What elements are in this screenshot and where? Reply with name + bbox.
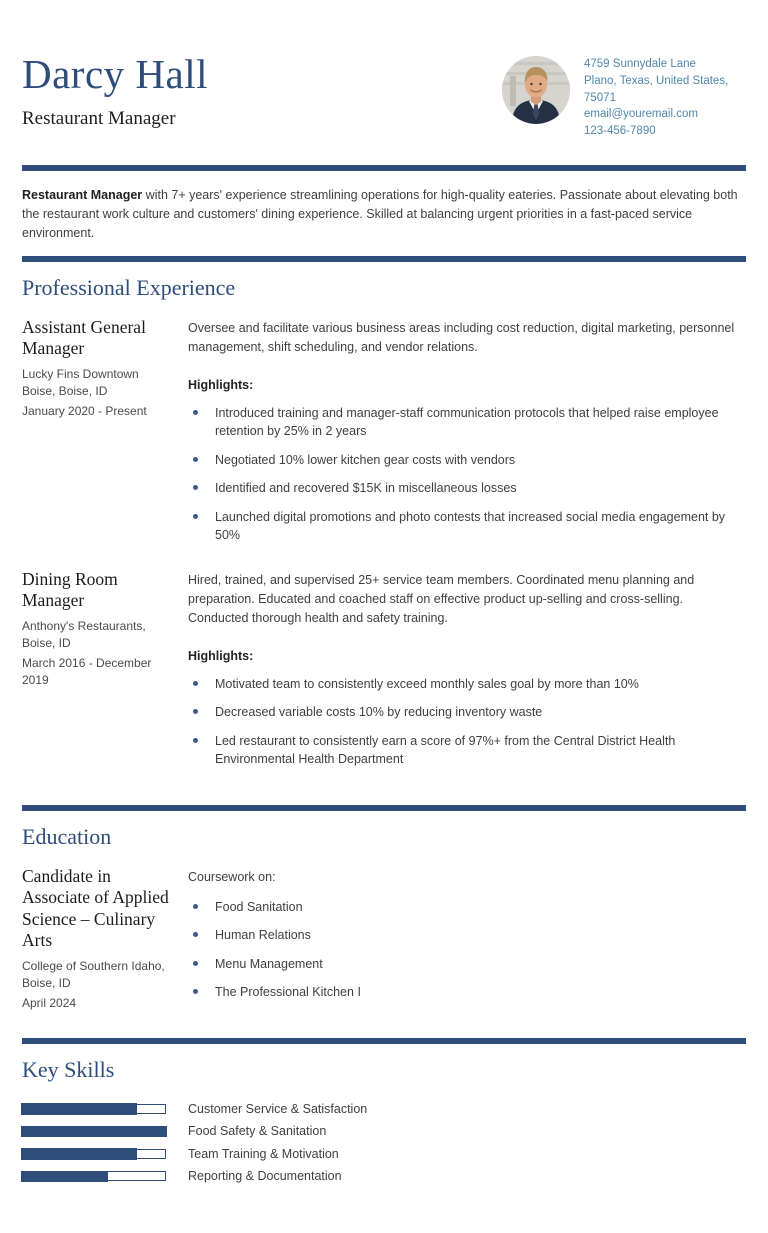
section-divider: [22, 256, 746, 262]
section-divider: [22, 1038, 746, 1044]
job-entry-right: [188, 569, 746, 779]
skill-level-fill: [21, 1126, 166, 1137]
list-item: [188, 479, 746, 498]
highlight-text: Decreased variable costs 10% by reducing inventory waste: [215, 705, 543, 720]
bullet-icon: [193, 681, 198, 686]
course-text: Human Relations: [215, 928, 311, 943]
skills-list: [22, 1103, 746, 1182]
list-item: [188, 508, 746, 545]
skill-label: Food Safety & Sanitation: [188, 1124, 327, 1139]
skill-row: [22, 1126, 746, 1137]
section-heading-education: Education: [22, 823, 112, 849]
highlights-label: Highlights:: [188, 648, 254, 663]
list-item: [188, 926, 746, 945]
contact-phone: 123-456-7890: [584, 125, 656, 138]
bullet-icon: [193, 989, 198, 994]
bullet-icon: [193, 410, 198, 415]
job-company: Lucky Fins Downtown Boise, Boise, ID: [22, 366, 139, 399]
skill-label: Reporting & Documentation: [188, 1169, 342, 1184]
coursework-list: [188, 898, 746, 1002]
bullet-icon: [193, 904, 198, 909]
list-item: [188, 983, 746, 1002]
list-item: [188, 404, 746, 441]
bullet-icon: [193, 514, 198, 519]
candidate-job-title: Restaurant Manager: [22, 108, 176, 129]
job-title: Dining Room Manager: [22, 568, 118, 611]
education-entry-right: [188, 866, 746, 1013]
bullet-icon: [193, 738, 198, 743]
job-description: Hired, trained, and supervised 25+ service team members. Coordinated menu planning and preparation. Educated and coached staff on effective product up-selling and cross-selling. Conducted thorough health and safety training.: [188, 572, 695, 625]
education-entry-left: [22, 866, 172, 1013]
list-item: [188, 955, 746, 974]
highlight-text: Motivated team to consistently exceed monthly sales goal by more than 10%: [215, 676, 639, 691]
skill-row: [22, 1103, 746, 1114]
list-item: [188, 703, 746, 722]
header: [22, 52, 746, 140]
skill-label: Customer Service & Satisfaction: [188, 1101, 368, 1116]
section-heading-skills: Key Skills: [22, 1057, 115, 1083]
list-item: [188, 732, 746, 769]
skill-level-bar: [22, 1149, 166, 1159]
job-company: Anthony's Restaurants, Boise, ID: [22, 618, 146, 651]
list-item: [188, 675, 746, 694]
job-entry-left: [22, 317, 172, 555]
skill-label: Team Training & Motivation: [188, 1146, 339, 1161]
highlights-list: [188, 675, 746, 769]
course-text: Menu Management: [215, 956, 323, 971]
bullet-icon: [193, 932, 198, 937]
summary-text: with 7+ years' experience streamlining operations for high-quality eateries. Passionate about elevating both the restaurant work culture and customers' dining experience. Skilled at balancing urgent priorities in a fast-paced service environment.: [22, 187, 738, 240]
contact-info: [584, 56, 746, 140]
highlight-text: Negotiated 10% lower kitchen gear costs with vendors: [215, 452, 516, 467]
job-title: Assistant General Manager: [22, 316, 146, 359]
job-dates: March 2016 - December 2019: [22, 655, 152, 688]
job-entry-right: [188, 317, 746, 555]
skill-level-fill: [21, 1148, 136, 1159]
highlight-text: Launched digital promotions and photo contests that increased social media engagement by 50%: [215, 509, 726, 543]
job-entry: [22, 317, 746, 555]
skill-level-bar: [22, 1104, 166, 1114]
job-description: Oversee and facilitate various business areas including cost reduction, digital marketing, personnel management, shift scheduling, and vendor relations.: [188, 320, 735, 354]
skill-row: [22, 1171, 746, 1182]
professional-summary: [22, 186, 746, 243]
skill-level-bar: [22, 1126, 166, 1136]
course-text: Food Sanitation: [215, 899, 303, 914]
graduation-date: April 2024: [22, 995, 77, 1010]
degree-title: Candidate in Associate of Applied Science – Culinary Arts: [22, 865, 169, 951]
skill-level-fill: [21, 1103, 136, 1114]
highlight-text: Led restaurant to consistently earn a score of 97%+ from the Central District Health Environmental Health Department: [215, 733, 676, 767]
contact-address-line1: 4759 Sunnydale Lane: [584, 58, 696, 70]
highlight-text: Identified and recovered $15K in miscellaneous losses: [215, 481, 517, 496]
job-entry-left: [22, 569, 172, 779]
job-dates: January 2020 - Present: [22, 403, 147, 418]
highlights-list: [188, 404, 746, 545]
profile-photo: [502, 56, 570, 124]
skill-level-fill: [21, 1171, 108, 1182]
candidate-name: Darcy Hall: [22, 51, 208, 97]
list-item: [188, 898, 746, 917]
contact-address-line2: Plano, Texas, United States,: [584, 74, 729, 87]
section-divider: [22, 805, 746, 811]
skill-row: [22, 1148, 746, 1159]
contact-email: email@youremail.com: [584, 108, 698, 121]
bullet-icon: [193, 457, 198, 462]
skill-level-bar: [22, 1171, 166, 1181]
course-text: The Professional Kitchen I: [215, 985, 361, 1000]
education-entry: [22, 866, 746, 1013]
bullet-icon: [193, 709, 198, 714]
header-contact-block: [502, 56, 746, 140]
coursework-label: Coursework on:: [188, 869, 276, 884]
bullet-icon: [193, 961, 198, 966]
bullet-icon: [193, 485, 198, 490]
job-entry: [22, 569, 746, 779]
highlight-text: Introduced training and manager-staff communication protocols that helped raise employee retention by 25% in 2 years: [215, 405, 719, 439]
section-divider: [22, 165, 746, 171]
list-item: [188, 451, 746, 470]
contact-address-line3: 75071: [584, 91, 616, 104]
school-name: College of Southern Idaho, Boise, ID: [22, 958, 165, 991]
summary-lead: Restaurant Manager: [22, 187, 143, 202]
header-identity: [22, 52, 208, 130]
highlights-label: Highlights:: [188, 377, 254, 392]
section-heading-experience: Professional Experience: [22, 274, 236, 300]
headshot-illustration: [502, 56, 570, 124]
